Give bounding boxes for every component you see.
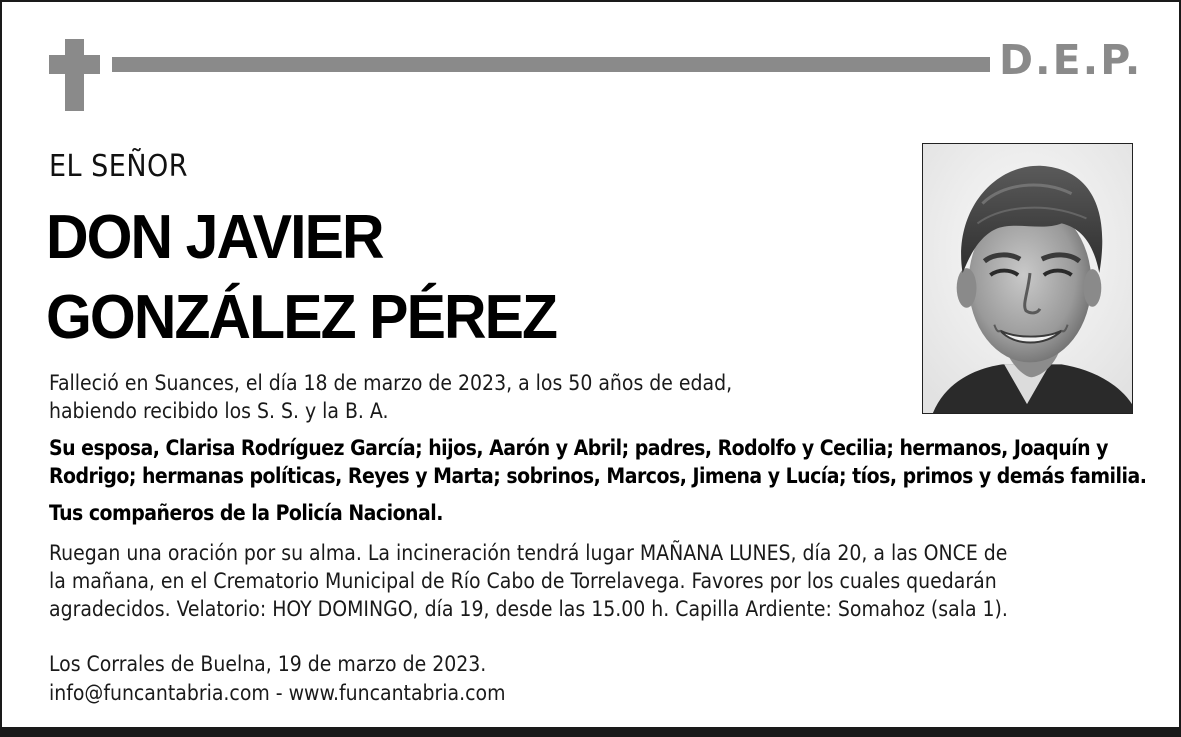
honorific: EL SEÑOR <box>49 149 189 184</box>
death-info <box>49 369 1129 425</box>
deceased-name <box>46 198 556 358</box>
service-line-1: Ruegan una oración por su alma. La incineración tendrá lugar MAÑANA LUNES, día 20, a las ONCE de <box>49 541 1008 565</box>
colleagues-line: Tus compañeros de la Policía Nacional. <box>49 501 443 525</box>
service-line-3: agradecidos. Velatorio: HOY DOMINGO, día 19, desde las 15.00 h. Capilla Ardiente: Somahoz (sala 1). <box>49 597 1008 621</box>
service-line-2: la mañana, en el Crematorio Municipal de Río Cabo de Torrelavega. Favores por los cuales quedarán <box>49 569 997 593</box>
service-info <box>49 539 1129 623</box>
name-line-2: GONZÁLEZ PÉREZ <box>46 283 557 352</box>
header-rule <box>112 57 990 72</box>
family-line-2: Rodrigo; hermanas políticas, Reyes y Marta; sobrinos, Marcos, Jimena y Lucía; tíos, primos y demás familia. <box>49 464 1147 488</box>
place-date: Los Corrales de Buelna, 19 de marzo de 2023. <box>49 652 487 676</box>
contact-info: info@funcantabria.com - www.funcantabria.com <box>49 681 506 705</box>
family-line-1: Su esposa, Clarisa Rodríguez García; hijos, Aarón y Abril; padres, Rodolfo y Cecilia; hermanos, Joaquín y <box>49 436 1108 460</box>
death-info-line-1: Falleció en Suances, el día 18 de marzo de 2023, a los 50 años de edad, <box>49 371 733 395</box>
family-list <box>49 434 1147 490</box>
dep-label: D.E.P. <box>999 36 1143 84</box>
death-info-line-2: habiendo recibido los S. S. y la B. A. <box>49 399 389 423</box>
name-line-1: DON JAVIER <box>46 203 383 272</box>
bottom-rule <box>2 727 1179 735</box>
